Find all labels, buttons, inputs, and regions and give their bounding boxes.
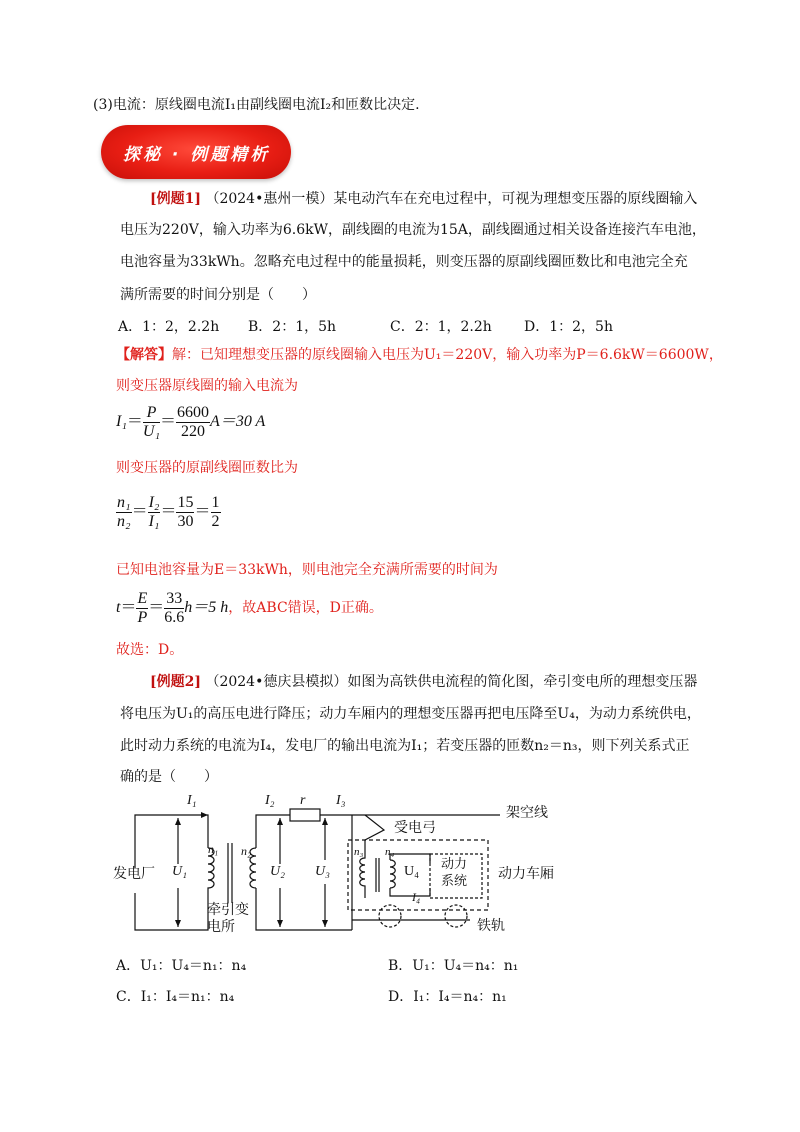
eq3-den1: P [137,609,148,626]
eq2-n1: n₁ [117,494,131,511]
example1-line4: 满所需要的时间分别是（ ） [120,287,316,303]
example1-option-a: A．1：2，2.2h [118,319,220,335]
eq2-n2: n₂ [117,513,131,530]
example1-line3: 电池容量为33kWh。忽略充电过程中的能量损耗，则变压器的原副线圈匝数比和电池完全充 [120,254,688,270]
eq1-den2: 220 [181,423,206,440]
banner-text: 探秘 · 例题精析 [123,145,271,165]
example1-line1: （2024•惠州一模）某电动汽车在充电过程中，可视为理想变压器的原线圈输入 [205,191,698,207]
eq1-den1: U₁ [142,423,161,440]
example2-line4: 确的是（ ） [120,769,218,785]
eq3-lhs: t [116,599,121,617]
label-n2: n₂ [241,844,252,858]
example2-option-d: D．I₁：I₄＝n₄：n₁ [388,989,507,1005]
eq2-i2: I₂ [148,494,160,511]
example2-first-line [150,672,697,692]
label-n1: n₁ [208,842,219,856]
equation-current: I₁＝ $\frac{P}{\text{U₁}}$ ＝ $\frac{6600}{220}$ A＝30 A [116,404,266,440]
label-plant: 发电厂 [113,866,155,882]
eq3-conclusion: ，故ABC错误，D正确。 [228,600,383,617]
answer-line1 [116,345,723,365]
eq3-num2: 33 [166,590,183,607]
example2-option-a: A．U₁：U₄＝n₁：n₄ [116,958,247,974]
label-i3: I₃ [336,793,346,808]
example1-option-b: B．2：1，5h [248,319,337,335]
label-rail: 铁轨 [477,918,505,934]
example1-first-line [150,189,697,209]
label-car: 动力车厢 [498,866,554,882]
example2-line2: 将电压为U₁的高压电进行降压；动力车厢内的理想变压器再把电压降至U₄，为动力系统供电， [120,706,701,722]
answer-text1: 解：已知理想变压器的原线圈输入电压为U₁＝220V，输入功率为P＝6.6kW＝6600W， [172,347,723,363]
eq2-a: 15 [177,494,194,511]
equation-time: t＝ $\frac{E}{P}$ ＝ $\frac{33}{6.6}$ h＝5 h，故ABC错误，D正确。 [116,590,383,626]
equation-turns-ratio: $\frac{\text{n₁}}{\text{n₂}}$ ＝ $\frac{\text{I₂}}{\text{I₁}}$ ＝ $\frac{15}{30}$ ＝ $\frac{1}{2}$ [117,494,220,530]
label-u1: U₁ [172,864,187,879]
eq1-num2: 6600 [177,404,210,421]
eq3-tail: h＝5 h [184,599,229,617]
eq2-b: 30 [177,513,194,530]
label-r: r [300,793,306,808]
eq1-frac2 [176,404,210,441]
top-line: (3)电流：原线圈电流I₁由副线圈电流I₂和匝数比决定. [93,97,420,113]
label-pantograph: 受电弓 [394,820,436,836]
answer-line2: 则变压器原线圈的输入电流为 [116,378,298,394]
answer-line3: 则变压器的原副线圈匝数比为 [116,460,298,476]
label-u3: U₃ [315,864,330,879]
example1-option-c: C．2：1，2.2h [390,319,492,335]
eq2-i1: I₁ [148,513,160,530]
eq1-num1: P [143,404,160,423]
example1-option-d: D．1：2，5h [524,319,613,335]
section-banner [101,125,291,179]
eq2-d: 2 [211,513,220,530]
answer-label: 【解答】 [116,347,172,363]
example2-line3: 此时动力系统的电流为I₄，发电厂的输出电流为I₁；若变压器的匝数n₂＝n₃，则下列关系式正 [120,738,690,754]
label-u4: U₄ [404,864,419,879]
answer-choice: 故选：D。 [116,642,184,658]
label-substation-2: 电所 [207,919,235,935]
example1-label: [例题1] [150,191,201,207]
label-i2: I₂ [265,793,275,808]
example2-line1: （2024•德庆县模拟）如图为高铁供电流程的简化图，牵引变电所的理想变压器 [205,674,698,690]
label-n4: n₄ [385,846,395,858]
label-u2: U₂ [270,864,285,879]
label-catenary: 架空线 [506,805,548,821]
eq1-tail: A＝30 A [210,413,266,431]
label-power-system-1: 动力 [441,857,468,872]
eq1-frac1 [143,404,160,441]
answer-line4: 已知电池容量为E＝33kWh，则电池完全充满所需要的时间为 [116,562,498,578]
eq3-den2: 6.6 [164,609,185,626]
label-i4: I₄ [412,890,421,904]
example2-option-b: B．U₁：U₄＝n₄：n₁ [388,958,519,974]
eq3-num1: E [137,590,148,607]
eq1-lhs: I₁ [116,413,127,431]
eq2-c: 1 [211,494,220,511]
example2-label: [例题2] [150,674,201,690]
label-power-system-2: 系统 [441,874,468,889]
example1-line2: 电压为220V，输入功率为6.6kW，副线圈的电流为15A，副线圈通过相关设备连接汽车电池， [120,222,706,238]
label-i1: I₁ [187,793,197,808]
label-n3: n₃ [354,846,364,858]
example2-option-c: C．I₁：I₄＝n₁：n₄ [116,989,235,1005]
label-substation-1: 牵引变 [207,902,249,918]
